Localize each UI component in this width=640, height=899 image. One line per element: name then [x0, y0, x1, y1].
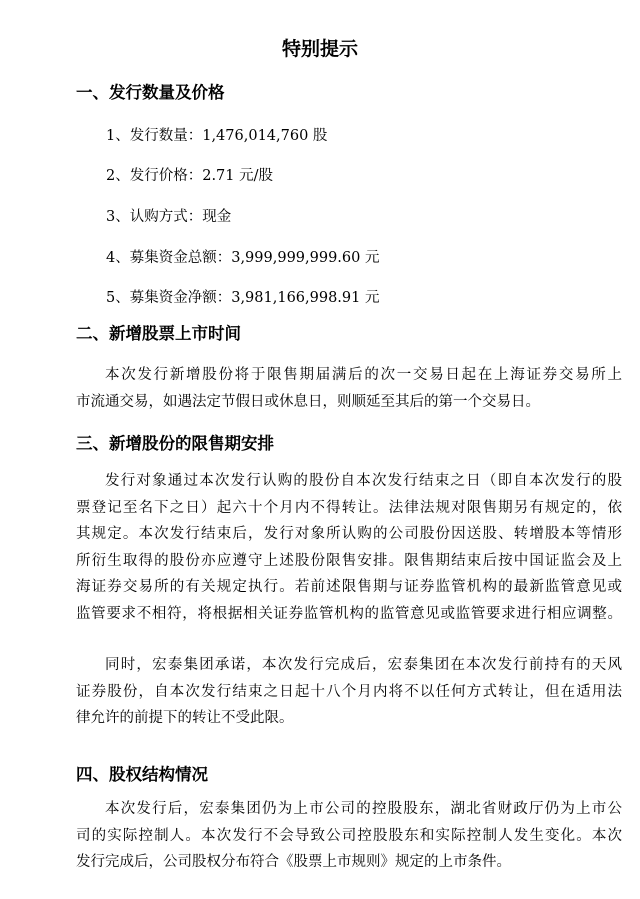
- paragraph-ownership: [76, 796, 622, 876]
- subscription-method: 3、认购方式：现金: [106, 209, 232, 225]
- text-line: 发行完成后，公司股权分布符合《股票上市规则》规定的上市条件。: [76, 854, 511, 871]
- text-line: 司的实际控制人。本次发行不会导致公司控股股东和实际控制人发生变化。本次: [76, 827, 622, 844]
- text-line: 发行对象通过本次发行认购的股份自本次发行结束之日（即自本次发行的股: [105, 473, 622, 489]
- issue-quantity: 1、发行数量：1,476,014,760 股: [106, 128, 328, 144]
- text-line: 本次发行新增股份将于限售期届满后的次一交易日起在上海证券交易所上: [105, 367, 622, 383]
- text-line: 票登记至名下之日）起六十个月内不得转让。法律法规对限售期另有规定的，依: [76, 499, 622, 516]
- page-title: 特别提示: [281, 38, 358, 60]
- paragraph-hongtai-commitment: [76, 652, 622, 732]
- section-heading-listing-time: 二、新增股票上市时间: [76, 324, 241, 343]
- text-line: 同时，宏泰集团承诺，本次发行完成后，宏泰集团在本次发行前持有的天风: [105, 657, 622, 673]
- net-proceeds: 5、募集资金净额：3,981,166,998.91 元: [106, 290, 380, 306]
- text-line: 所衍生取得的股份亦应遵守上述股份限售安排。限售期结束后按中国证监会及上: [76, 552, 622, 569]
- paragraph-lockup: [76, 468, 622, 628]
- section-heading-lockup: 三、新增股份的限售期安排: [76, 434, 274, 453]
- issue-price: 2、发行价格：2.71 元/股: [106, 168, 274, 184]
- text-line: 证券股份，自本次发行结束之日起十八个月内将不以任何方式转让，但在适用法: [76, 683, 622, 700]
- section-heading-issuance: 一、发行数量及价格: [76, 83, 225, 102]
- text-line: 监管要求不相符，将根据相关证券监管机构的监管意见或监管要求进行相应调整。: [76, 605, 622, 622]
- section-heading-ownership: 四、股权结构情况: [76, 765, 208, 784]
- text-line: 本次发行后，宏泰集团仍为上市公司的控股股东，湖北省财政厅仍为上市公: [105, 801, 622, 817]
- text-line: 海证券交易所的有关规定执行。若前述限售期与证券监管机构的最新监管意见或: [76, 579, 622, 596]
- text-line: 律允许的前提下的转让不受此限。: [76, 710, 294, 727]
- paragraph-listing-time: [76, 362, 622, 415]
- text-line: 其规定。本次发行结束后，发行对象所认购的公司股份因送股、转增股本等情形: [76, 526, 622, 543]
- text-line: 市流通交易，如遇法定节假日或休息日，则顺延至其后的第一个交易日。: [76, 393, 540, 410]
- gross-proceeds: 4、募集资金总额：3,999,999,999.60 元: [106, 250, 380, 266]
